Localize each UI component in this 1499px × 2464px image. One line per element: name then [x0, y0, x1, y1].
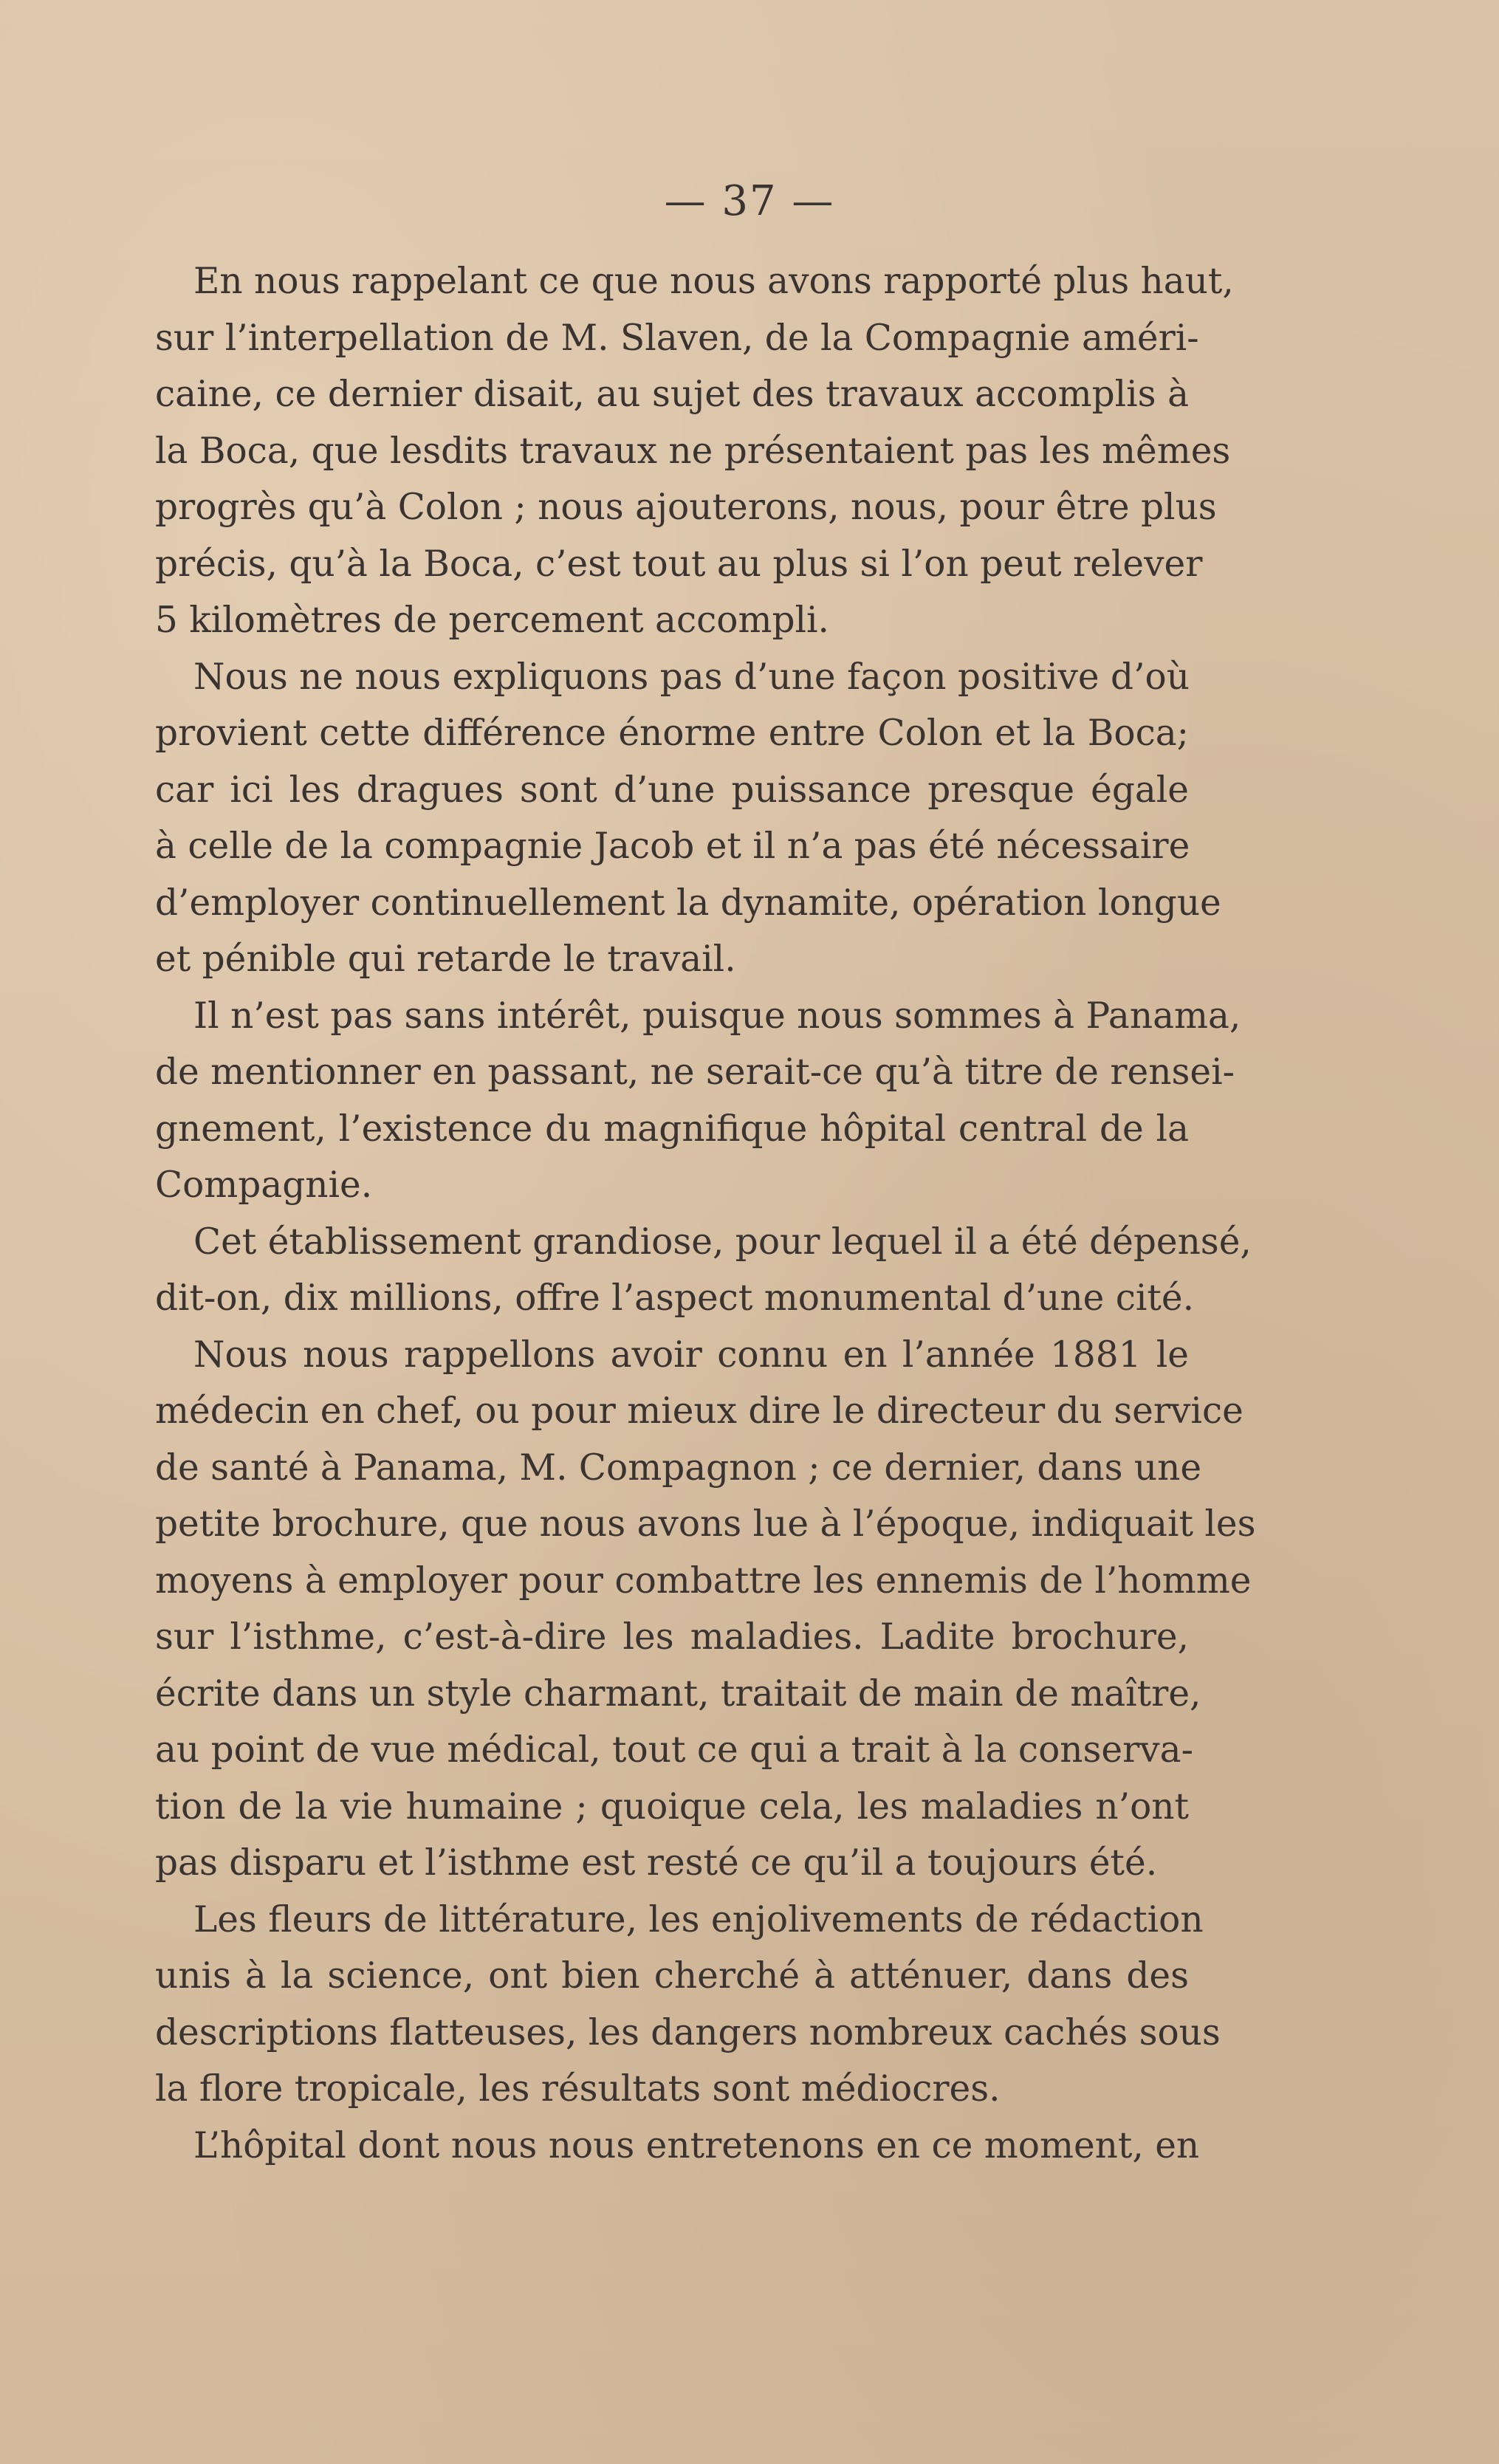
- text-line: et pénible qui retarde le travail.: [155, 938, 736, 980]
- text-line: petite brochure, que nous avons lue à l’époque, indiquait les: [155, 1503, 1256, 1545]
- text-line: Il n’est pas sans intérêt, puisque nous sommes à Panama,: [193, 995, 1241, 1037]
- body-text: [155, 253, 1256, 2174]
- text-line: de santé à Panama, M. Compagnon ; ce dernier, dans une: [155, 1447, 1202, 1489]
- text-line: moyens à employer pour combattre les ennemis de l’homme: [155, 1559, 1252, 1602]
- text-line: progrès qu’à Colon ; nous ajouterons, nous, pour être plus: [155, 487, 1217, 528]
- text-line: tion de la vie humaine ; quoique cela, les maladies n’ont: [155, 1785, 1189, 1828]
- text-line: caine, ce dernier disait, au sujet des travaux accomplis à: [155, 374, 1189, 415]
- text-line: car ici les dragues sont d’une puissance presque égale: [155, 769, 1189, 811]
- text-line: Compagnie.: [155, 1164, 373, 1206]
- text-line: précis, qu’à la Boca, c’est tout au plus si l’on peut relever: [155, 543, 1203, 585]
- text-line: à celle de la compagnie Jacob et il n’a pas été nécessaire: [155, 826, 1190, 867]
- text-line: Les fleurs de littérature, les enjolivements de rédaction: [193, 1898, 1204, 1940]
- text-line: Cet établissement grandiose, pour lequel il a été dépensé,: [193, 1221, 1252, 1263]
- text-line: gnement, l’existence du magnifique hôpital central de la: [155, 1108, 1189, 1150]
- text-line: En nous rappelant ce que nous avons rapporté plus haut,: [193, 261, 1234, 302]
- page-number: — 37 —: [664, 177, 835, 225]
- text-line: de mentionner en passant, ne serait-ce qu’à titre de rensei-: [155, 1051, 1235, 1093]
- text-line: L’hôpital dont nous nous entretenons en ce moment, en: [193, 2124, 1200, 2166]
- text-line: 5 kilomètres de percement accompli.: [155, 600, 829, 641]
- text-line: écrite dans un style charmant, traitait de main de maître,: [155, 1672, 1201, 1715]
- text-line: Nous nous rappellons avoir connu en l’année 1881 le: [193, 1334, 1189, 1376]
- text-line: la Boca, que lesdits travaux ne présentaient pas les mêmes: [155, 430, 1231, 472]
- text-line: descriptions flatteuses, les dangers nombreux cachés sous: [155, 2011, 1221, 2053]
- text-line: Nous ne nous expliquons pas d’une façon positive d’où: [193, 656, 1190, 698]
- text-line: provient cette différence énorme entre Colon et la Boca;: [155, 713, 1189, 754]
- text-line: pas disparu et l’isthme est resté ce qu’il a toujours été.: [155, 1842, 1158, 1884]
- text-line: dit-on, dix millions, offre l’aspect monumental d’une cité.: [155, 1277, 1194, 1319]
- text-line: la flore tropicale, les résultats sont médiocres.: [155, 2068, 1001, 2110]
- text-line: médecin en chef, ou pour mieux dire le directeur du service: [155, 1390, 1244, 1432]
- text-line: d’employer continuellement la dynamite, opération longue: [155, 882, 1221, 924]
- text-line: au point de vue médical, tout ce qui a trait à la conserva-: [155, 1729, 1193, 1771]
- text-line: sur l’interpellation de M. Slaven, de la Compagnie améri-: [155, 317, 1199, 359]
- text-line: sur l’isthme, c’est-à-dire les maladies. Ladite brochure,: [155, 1616, 1189, 1658]
- text-line: unis à la science, ont bien cherché à atténuer, dans des: [155, 1955, 1189, 1997]
